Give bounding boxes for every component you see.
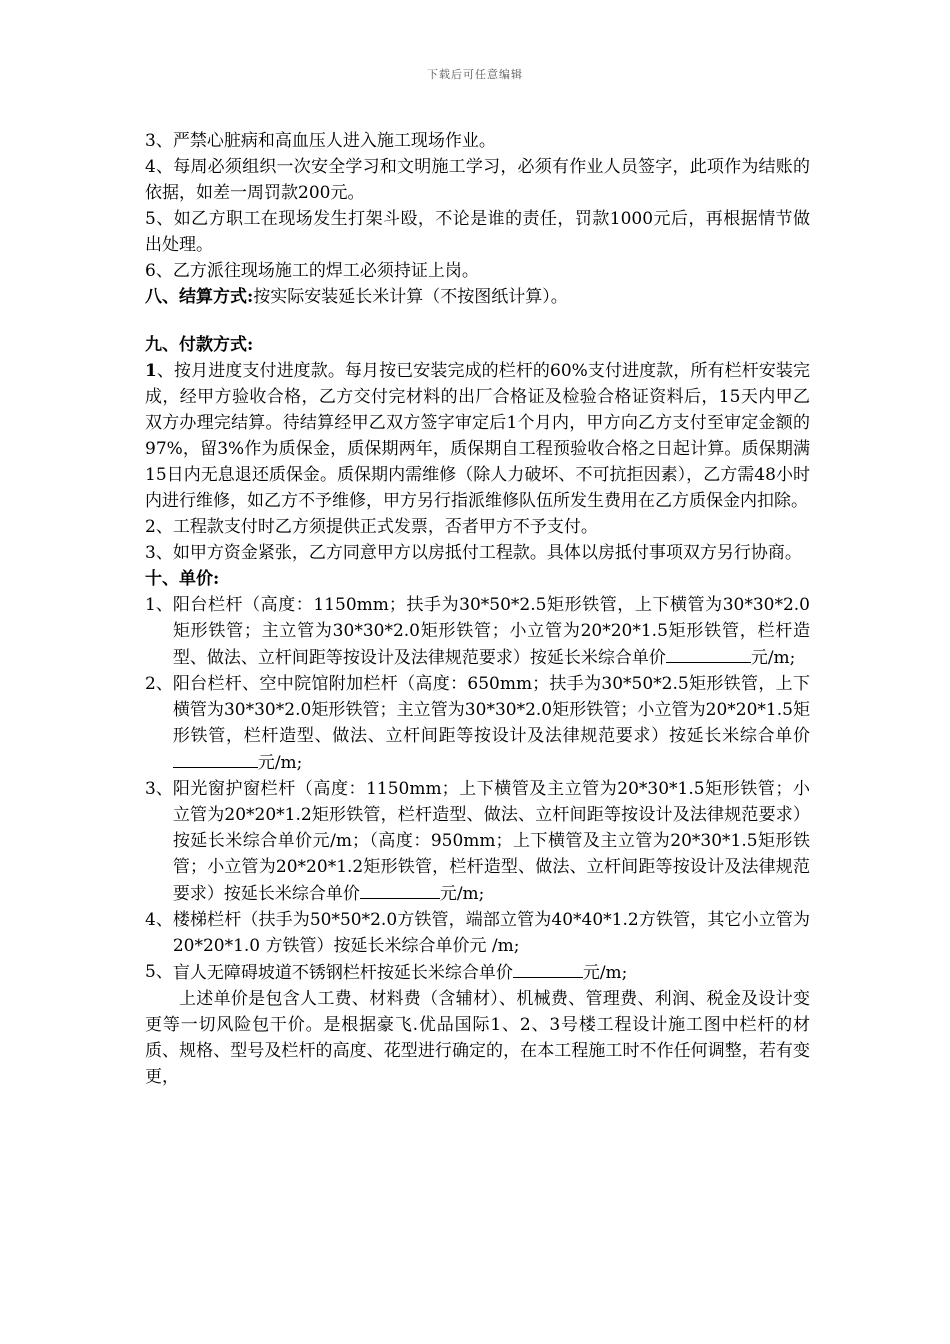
payment-heading: 九、付款方式: (145, 335, 254, 355)
rule-5: 5、如乙方职工在现场发生打架斗殴，不论是谁的责任，罚款1000元后，再根据情节做出处理。 (145, 209, 810, 255)
price-blank (360, 880, 440, 899)
item-unit: 元/m; (750, 648, 796, 668)
item-number: 3、 (145, 779, 173, 799)
page-header: 下载后可任意编辑 (427, 68, 523, 81)
rule-4: 4、每周必须组织一次安全学习和文明施工学习，必须有作业人员签字，此项作为结账的依据，如差一周罚款200元。 (145, 157, 810, 203)
payment-item-1-text: 、按月进度支付进度款。每月按已安装完成的栏杆的60%支付进度款，所有栏杆安装完成，经甲方验收合格，乙方交付完材料的出厂合格证及检验合格证资料后，15天内甲乙双方办理完结算。待结算经甲乙双方签字审定后1个月内，甲方向乙方支付至审定金额的97%，留3%作为质保金，质保期两年，质保期自工程预验收合格之日起计算。质保期满15日内无息退还质保金。质保期内需维修（除人力破坏、不可抗拒因素），乙方需48小时内进行维修，如乙方不予维修，甲方另行指派维修队伍所发生费用在乙方质保金内扣除。 (145, 361, 810, 511)
item-text: 阳台栏杆、空中院馆附加栏杆（高度：650mm；扶手为30*50*2.5矩形铁管，上下横管为30*30*2.0矩形铁管；主立管为30*30*2.0矩形铁管；小立管为20*20*1.5矩形铁管，栏杆造型、做法、立杆间距等按设计及法律规范要求）按延长米综合单价 (172, 674, 810, 746)
item-unit: 元/m; (439, 884, 485, 904)
item-number: 1、 (145, 595, 173, 615)
rule-3: 3、严禁心脏病和高血压人进入施工现场作业。 (145, 131, 496, 151)
payment-item-1-number: 1 (145, 361, 157, 381)
unit-price-item-2 (145, 671, 810, 776)
unit-price-item-4 (145, 907, 810, 959)
item-text: 阳台栏杆（高度：1150mm；扶手为30*50*2.5矩形铁管，上下横管为30*30*2.0矩形铁管；主立管为30*30*2.0矩形铁管；小立管为20*20*1.5矩形铁管，栏杆造型、做法、立杆间距等按设计及法律规范要求）按延长米综合单价 (172, 595, 810, 668)
item-text: 楼梯栏杆（扶手为50*50*2.0方铁管，端部立管为40*40*1.2方铁管，其它小立管为20*20*1.0 方铁管）按延长米综合单价元 /m; (172, 910, 810, 956)
unit-price-item-3 (145, 776, 810, 907)
price-blank (173, 749, 258, 768)
price-blank (666, 644, 751, 663)
item-unit: 元/m; (257, 753, 303, 773)
settlement-text: 按实际安装延长米计算（不按图纸计算）。 (253, 287, 568, 307)
payment-item-2: 2、工程款支付时乙方须提供正式发票，否者甲方不予支付。 (145, 517, 598, 537)
item-number: 2、 (145, 674, 173, 694)
unit-price-item-1 (145, 592, 810, 671)
unit-price-item-5 (145, 959, 810, 986)
payment-item-3: 3、如甲方资金紧张，乙方同意甲方以房抵付工程款。具体以房抵付事项双方另行协商。 (145, 543, 802, 563)
closing-paragraph: 上述单价是包含人工费、材料费（含辅材）、机械费、管理费、利润、税金及设计变更等一切风险包干价。是根据豪飞.优品国际1、2、3号楼工程设计施工图中栏杆的材质、规格、型号及栏杆的高度、花型进行确定的，在本工程施工时不作任何调整，若有变更， (145, 989, 810, 1087)
item-number: 4、 (145, 910, 173, 930)
payment-item-1 (145, 358, 810, 514)
settlement-heading: 八、结算方式: (145, 287, 254, 307)
rule-6: 6、乙方派往现场施工的焊工必须持证上岗。 (145, 261, 479, 281)
item-text: 阳光窗护窗栏杆（高度：1150mm；上下横管及主立管为20*30*1.5矩形铁管；小立管为20*20*1.2矩形铁管，栏杆造型、做法、立杆间距等按设计及法律规范要求）按延长米综合单价元/m；（高度：950mm；上下横管及主立管为20*30*1.5矩形铁管；小立管为20*20*1.2矩形铁管，栏杆造型、做法、立杆间距等按设计及法律规范要求）按延长米综合单价 (172, 779, 810, 904)
item-text: 盲人无障碍坡道不锈钢栏杆按延长米综合单价 (172, 963, 513, 983)
item-number: 5、 (145, 962, 173, 982)
document-body (145, 128, 810, 1090)
price-blank (513, 959, 583, 978)
unit-price-heading: 十、单价: (145, 569, 220, 589)
settlement-section (145, 284, 810, 310)
item-unit: 元/m; (582, 963, 628, 983)
